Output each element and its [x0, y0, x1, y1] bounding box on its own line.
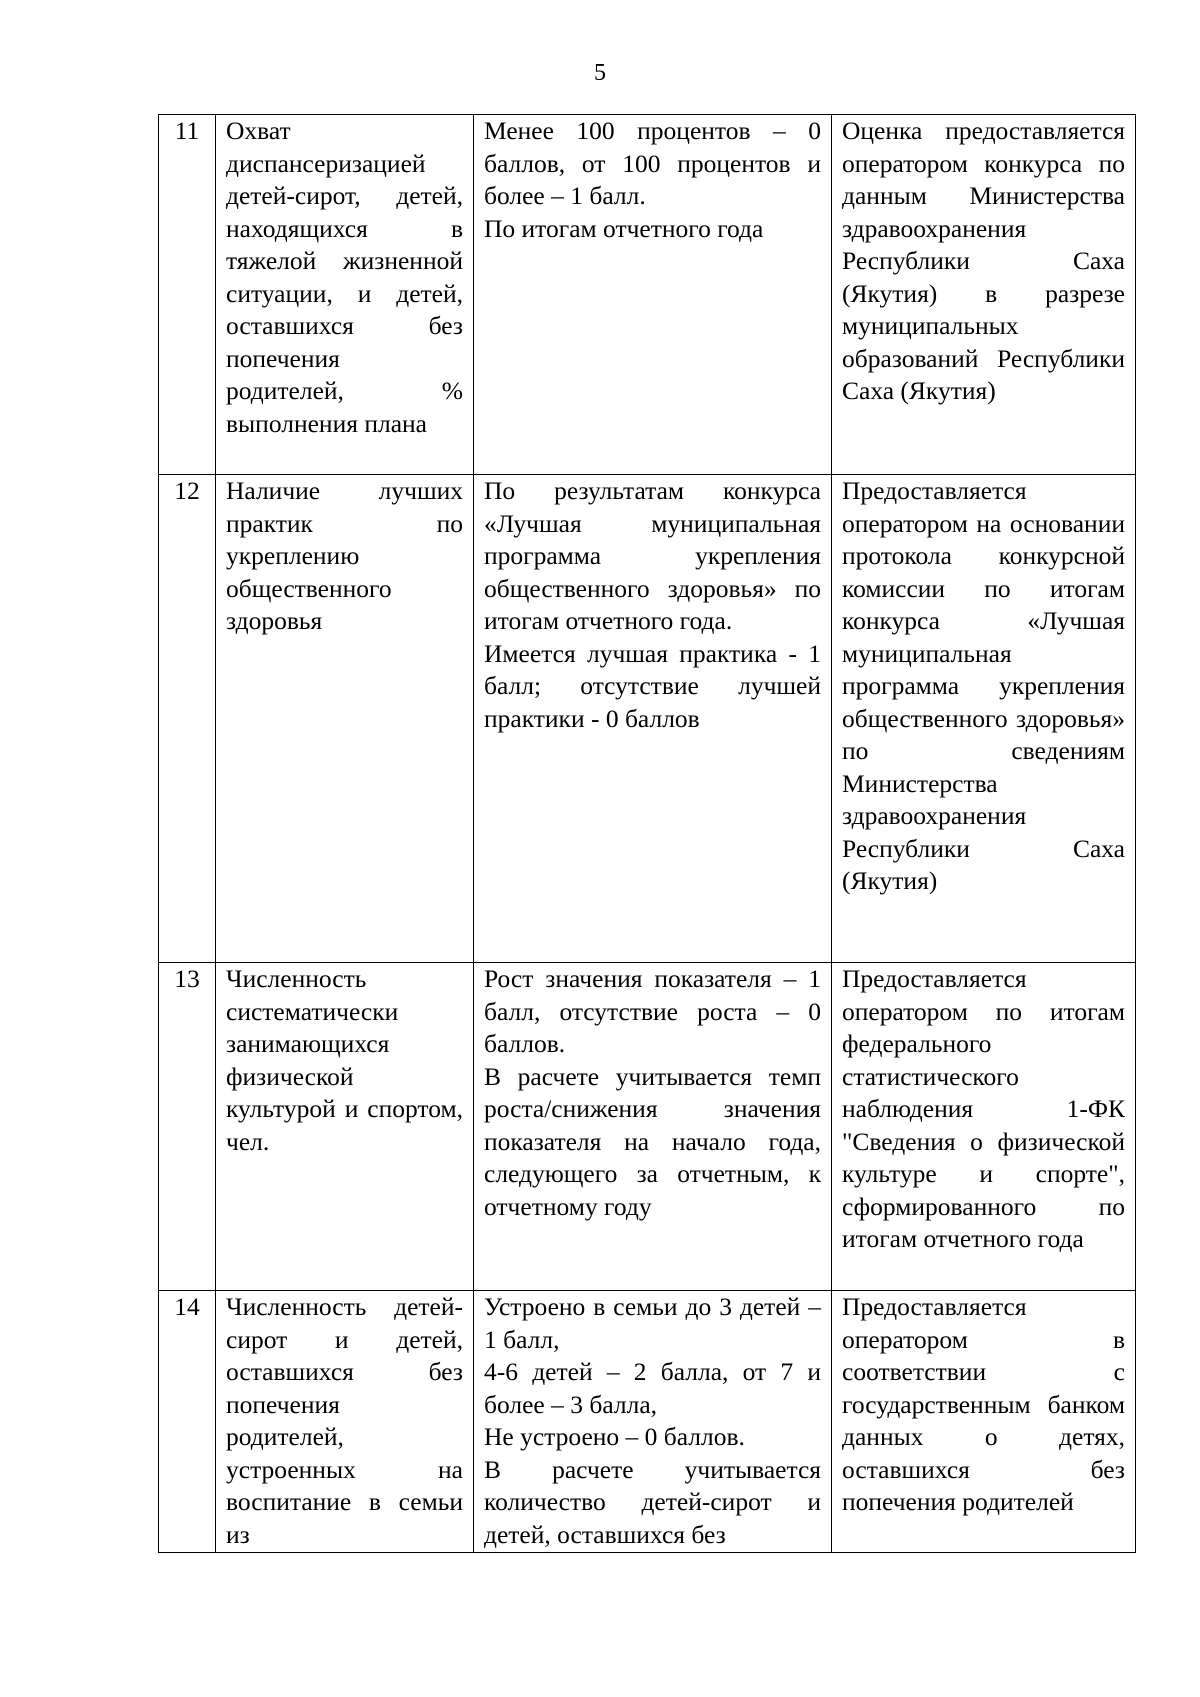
page-number: 5	[594, 60, 606, 86]
table-row	[159, 1291, 1136, 1553]
indicator-name: Охват диспансеризацией детей-сирот, детей, находящихся в тяжелой жизненной ситуации, и детей, оставшихся без попечения родителей, % выполнения плана	[216, 115, 474, 475]
table-row	[159, 963, 1136, 1291]
criteria-paragraph: Имеется лучшая практика - 1 балл; отсутствие лучшей практики - 0 баллов	[484, 638, 821, 733]
scoring-criteria	[474, 475, 832, 963]
source-paragraph: Предоставляется оператором на основании протокола конкурсной комиссии по итогам конкурса «Лучшая муниципальная программа укрепления общественного здоровья» по сведениям Министерства здравоохранения Республики Саха (Якутия)	[842, 476, 1125, 895]
row-number: 14	[159, 1291, 216, 1553]
criteria-paragraph: Рост значения показателя – 1 балл, отсутствие роста – 0 баллов.	[484, 964, 821, 1058]
data-source	[832, 1291, 1136, 1553]
source-paragraph: Оценка предоставляется оператором конкурса по данным Министерства здравоохранения Республики Саха (Якутия) в разрезе муниципальных образований Республики Саха (Якутия)	[842, 116, 1125, 405]
criteria-paragraph: По итогам отчетного года	[484, 213, 764, 243]
row-number: 11	[159, 115, 216, 475]
scoring-criteria	[474, 115, 832, 475]
data-source	[832, 963, 1136, 1291]
row-number: 13	[159, 963, 216, 1291]
criteria-paragraph: Не устроено – 0 баллов.	[484, 1422, 745, 1451]
scoring-criteria	[474, 1291, 832, 1553]
source-paragraph: Предоставляется оператором в соответствии с государственным банком данных о детях, оставшихся без попечения родителей	[842, 1292, 1125, 1516]
scoring-criteria	[474, 963, 832, 1291]
criteria-paragraph: В расчете учитывается количество детей-сирот и детей, оставшихся без	[484, 1454, 821, 1549]
criteria-paragraph: 4-6 детей – 2 балла, от 7 и более – 3 балла,	[484, 1357, 821, 1419]
criteria-paragraph: По результатам конкурса «Лучшая муниципальная программа укрепления общественного здоровья» по итогам отчетного года.	[484, 476, 821, 635]
table-row	[159, 115, 1136, 475]
criteria-paragraph: В расчете учитывается темп роста/снижения значения показателя на начало года, следующего за отчетным, к отчетному году	[484, 1061, 821, 1221]
indicator-name: Численность детей-сирот и детей, оставшихся без попечения родителей, устроенных на воспитание в семьи из	[216, 1291, 474, 1553]
source-paragraph: Предоставляется оператором по итогам федерального статистического наблюдения 1-ФК "Сведения о физической культуре и спорте", сформированного по итогам отчетного года	[842, 964, 1125, 1253]
data-source	[832, 115, 1136, 475]
row-number: 12	[159, 475, 216, 963]
criteria-paragraph: Устроено в семьи до 3 детей – 1 балл,	[484, 1292, 821, 1354]
indicator-name: Наличие лучших практик по укреплению общественного здоровья	[216, 475, 474, 963]
criteria-table	[158, 114, 1136, 1553]
indicator-name: Численность систематически занимающихся физической культурой и спортом, чел.	[216, 963, 474, 1291]
data-source	[832, 475, 1136, 963]
table-row	[159, 475, 1136, 963]
criteria-paragraph: Менее 100 процентов – 0 баллов, от 100 процентов и более – 1 балл.	[484, 116, 821, 210]
